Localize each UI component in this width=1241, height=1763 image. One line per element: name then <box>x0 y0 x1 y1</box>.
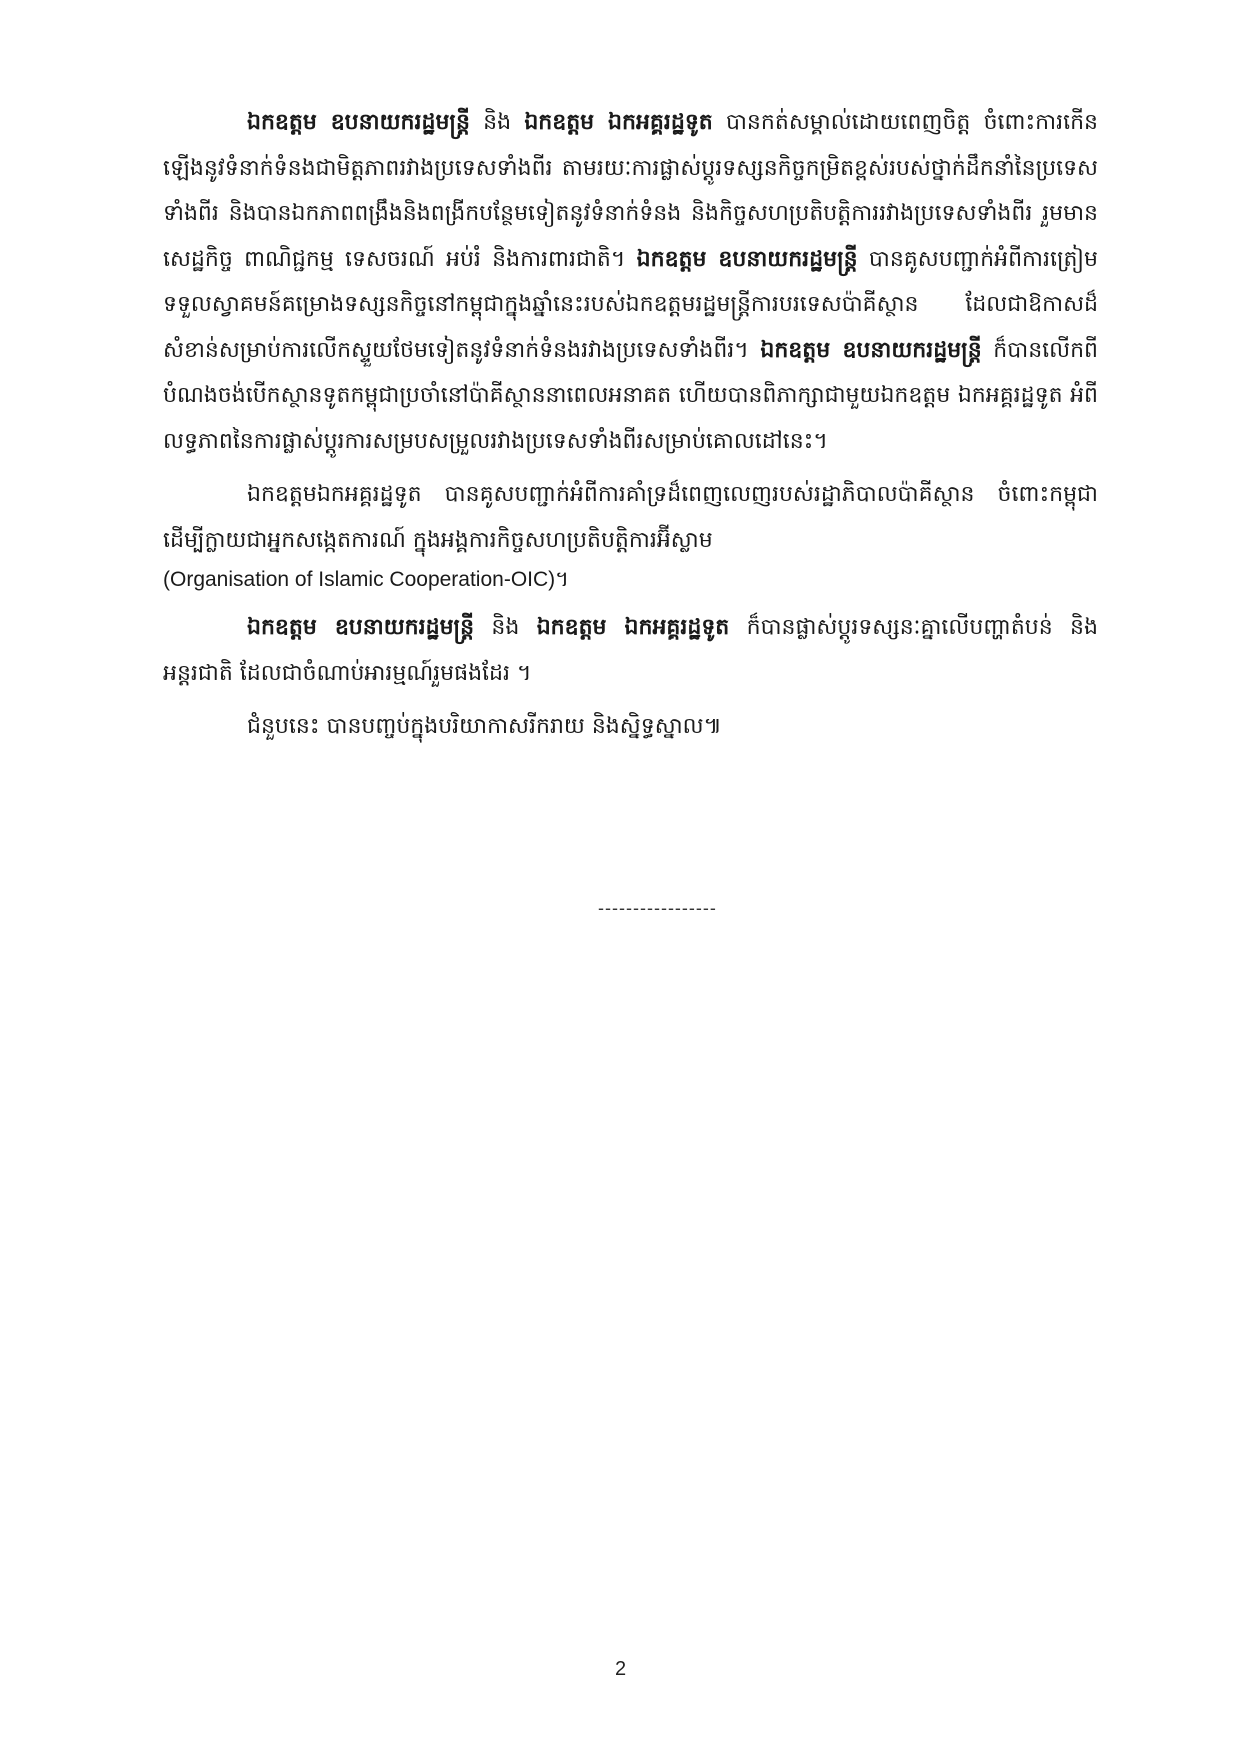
paragraph-1 <box>163 100 1098 464</box>
text-and: និង <box>469 110 525 135</box>
paragraph-1-text-3: ក៏បានលើកពីបំណងចង់បើកស្ថានទូតកម្ពុជាប្រចាំនៅប៉ាគីស្ថាននាពេលអនាគត ហើយបានពិភាក្សាជាមួយឯកឧត្តម ឯកអគ្គរដ្ឋទូត អំពីលទ្ធភាពនៃការផ្លាស់ប្តូរការសម្របសម្រួលរវាងប្រទេសទាំងពីរសម្រាប់គោលដៅនេះ។ <box>163 337 1099 454</box>
paragraph-1-text-2: បានគូសបញ្ជាក់អំពីការត្រៀមទទួលស្វាគមន៍គម្រោងទស្សនកិច្ចនៅកម្ពុជាក្នុងឆ្នាំនេះរបស់ឯកឧត្តមរដ្ឋមន្ត្រីការបរទេសប៉ាគីស្ថាន ដែលជាឱកាសដ៏សំខាន់សម្រាប់ការលើកស្ទួយថែមទៀតនូវទំនាក់ទំនងរវាងប្រទេសទាំងពីរ។ <box>163 246 1098 363</box>
text-and: និង <box>474 615 537 640</box>
paragraph-3 <box>163 605 1098 696</box>
paragraph-4 <box>163 704 1098 750</box>
bold-title-ambassador: ឯកឧត្តម ឯកអគ្គរដ្ឋទូត <box>536 615 730 640</box>
end-separator: ----------------- <box>598 898 717 918</box>
bold-title-deputy-prime-minister: ឯកឧត្តម ឧបនាយករដ្ឋមន្ត្រី <box>247 615 475 640</box>
bold-title-deputy-prime-minister: ឯកឧត្តម ឧបនាយករដ្ឋមន្ត្រី <box>760 337 982 363</box>
page-number: 2 <box>614 1658 627 1680</box>
oic-name-latin: (Organisation of Islamic Cooperation-OIC)។ <box>163 568 569 591</box>
document-body <box>163 100 1098 750</box>
paragraph-1-text-1: បានកត់សម្គាល់ដោយពេញចិត្ត ចំពោះការកើនឡើងនូវទំនាក់ទំនងជាមិត្តភាពរវាងប្រទេសទាំងពីរ តាមរយៈការផ្លាស់ប្តូរទស្សនកិច្ចកម្រិតខ្ពស់របស់ថ្នាក់ដឹកនាំនៃប្រទេសទាំងពីរ និងបានឯកភាពពង្រឹងនិងពង្រីកបន្ថែមទៀតនូវទំនាក់ទំនង និងកិច្ចសហប្រតិបត្តិការរវាងប្រទេសទាំងពីរ រួមមាន សេដ្ឋកិច្ច ពាណិជ្ជកម្ម ទេសចរណ៍ អប់រំ និងការពារជាតិ។ <box>163 110 1098 272</box>
paragraph-4-text: ជំនួបនេះ បានបញ្ចប់ក្នុងបរិយាកាសរីករាយ និងស្និទ្ធស្នាល៕ <box>247 714 722 739</box>
paragraph-3-text: ក៏បានផ្លាស់ប្តូរទស្សនៈគ្នាលើបញ្ហាតំបន់ និងអន្តរជាតិ ដែលជាចំណាប់អារម្មណ៍រួមផងដែរ ។ <box>163 615 1098 686</box>
paragraph-2 <box>163 472 1098 597</box>
bold-title-ambassador: ឯកឧត្តម ឯកអគ្គរដ្ឋទូត <box>524 110 713 135</box>
paragraph-2-text: ឯកឧត្តមឯកអគ្គរដ្ឋទូត បានគូសបញ្ជាក់អំពីការគាំទ្រដ៏ពេញលេញរបស់រដ្ឋាភិបាលប៉ាគីស្ថាន ចំពោះកម្ពុជា ដើម្បីក្លាយជាអ្នកសង្កេតការណ៍ ក្នុងអង្គការកិច្ចសហប្រតិបត្តិការអ៊ីស្លាម <box>163 482 1098 553</box>
bold-title-deputy-prime-minister: ឯកឧត្តម ឧបនាយករដ្ឋមន្ត្រី <box>636 246 858 272</box>
bold-title-deputy-prime-minister: ឯកឧត្តម ឧបនាយករដ្ឋមន្ត្រី <box>247 110 470 135</box>
